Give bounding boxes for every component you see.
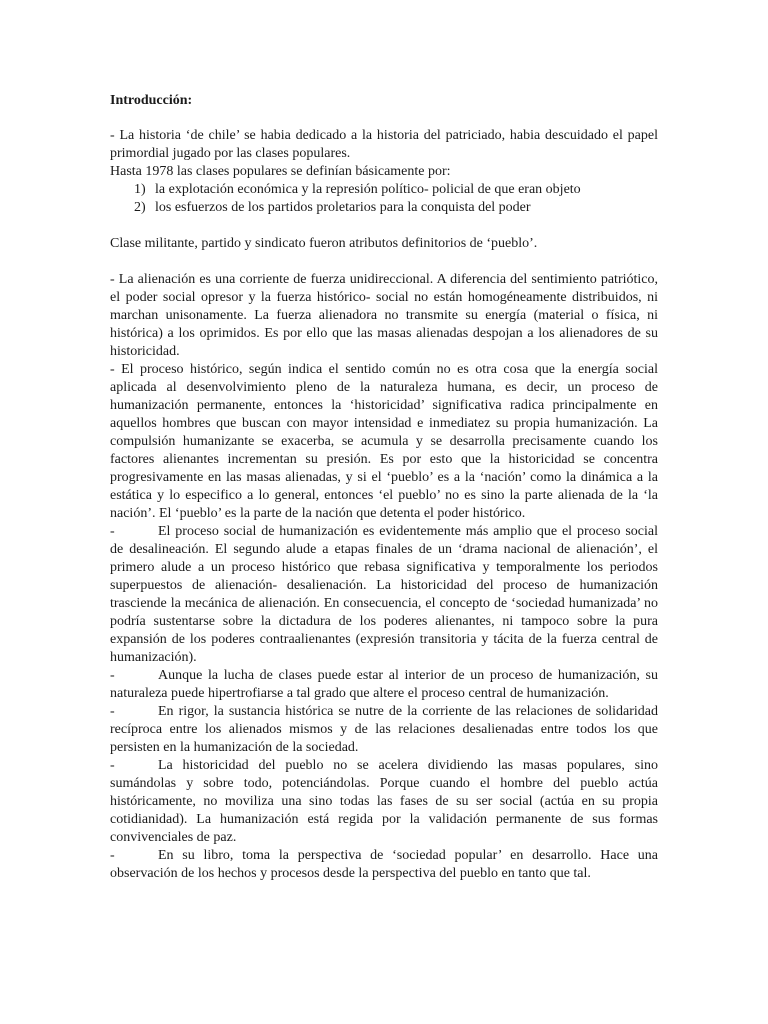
paragraph-text: En rigor, la sustancia histórica se nutre de la corriente de las relaciones de solidaridad recíproca entre los alienados mismos y de las relaciones desalienadas entre todos los que persisten en la humanización de la sociedad. bbox=[110, 704, 658, 755]
list-item bbox=[110, 199, 658, 217]
document-content bbox=[110, 92, 658, 883]
paragraph-text: En su libro, toma la perspectiva de ‘sociedad popular’ en desarrollo. Hace una observación de los hechos y procesos desde la perspectiva del pueblo en tanto que tal. bbox=[110, 848, 658, 881]
dash-marker: - bbox=[110, 668, 115, 683]
paragraph-text: El proceso social de humanización es evidentemente más amplio que el proceso social de desalineación. El segundo alude a etapas finales de un ‘drama nacional de alienación’, el primero alude a un proceso histórico que rebasa significativa y temporalmente los periodos superpuestos de alienación- desalienación. La historicidad del proceso de humanización trasciende la mecánica de alienación. En consecuencia, el concepto de ‘sociedad humanizada’ no podría sustentarse sobre la dictadura de los poderes alienantes, ni tampoco sobre la pura expansión de los poderes contraalienantes (expresión transitoria y tácita de la fuerza central de humanización). bbox=[110, 524, 658, 665]
list-item bbox=[110, 181, 658, 199]
list-number: 2) bbox=[134, 200, 146, 215]
list-number: 1) bbox=[134, 182, 146, 197]
paragraph-text: La historicidad del pueblo no se acelera dividiendo las masas populares, sino sumándolas y sobre todo, potenciándolas. Porque cuando el hombre del pueblo actúa históricamente, no moviliza una sino todas las fases de su ser social (actúa en su propia cotidianidad). La humanización está regida por la validación permanente de sus formas convivenciales de paz. bbox=[110, 758, 658, 845]
dash-marker: - bbox=[110, 758, 115, 773]
dash-paragraph bbox=[110, 703, 658, 757]
dash-paragraph bbox=[110, 847, 658, 883]
paragraph-text: Aunque la lucha de clases puede estar al interior de un proceso de humanización, su naturaleza puede hipertrofiarse a tal grado que altere el proceso central de humanización. bbox=[110, 668, 658, 701]
dash-marker: - bbox=[110, 524, 115, 539]
paragraph: - El proceso histórico, según indica el sentido común no es otra cosa que la energía social aplicada al desenvolvimiento pleno de la naturaleza humana, es decir, un proceso de humanización permanente, entonces la ‘historicidad’ significativa radica principalmente en aquellos hombres que buscan con mayor intensidad e inmediatez su propia humanización. La compulsión humanizante se exacerba, se acumula y se desarrolla precisamente cuando los factores alienantes incrementan su presión. Es por esto que la historicidad se concentra progresivamente en las masas alienadas, y si el ‘pueblo’ es a la ‘nación’ como la dinámica a la estática y lo especifico a lo general, entonces ‘el pueblo’ no es sino la parte alienada de la ‘la nación’. El ‘pueblo’ es la parte de la nación que detenta el poder histórico. bbox=[110, 362, 658, 521]
definition-list bbox=[110, 181, 658, 217]
dash-paragraph bbox=[110, 667, 658, 703]
spacer bbox=[110, 217, 658, 235]
intro-lead: Hasta 1978 las clases populares se definían básicamente por: bbox=[110, 164, 451, 179]
dash-paragraph bbox=[110, 523, 658, 667]
list-text: la explotación económica y la represión político- policial de que eran objeto bbox=[155, 182, 581, 197]
dash-paragraph bbox=[110, 757, 658, 847]
section-title: Introducción: bbox=[110, 93, 193, 108]
paragraph: Clase militante, partido y sindicato fueron atributos definitorios de ‘pueblo’. bbox=[110, 236, 538, 251]
list-text: los esfuerzos de los partidos proletarios para la conquista del poder bbox=[155, 200, 531, 215]
dash-marker: - bbox=[110, 848, 115, 863]
dash-marker: - bbox=[110, 704, 115, 719]
paragraph: - La alienación es una corriente de fuerza unidireccional. A diferencia del sentimiento patriótico, el poder social opresor y la fuerza histórico- social no están homogéneamente distribuidos, ni marchan unisonamente. La fuerza alienadora no transmite su energía (material o física, ni histórica) a los oprimidos. Es por ello que las masas alienadas despojan a los alienadores de su historicidad. bbox=[110, 272, 658, 359]
intro-paragraph: - La historia ‘de chile’ se habia dedicado a la historia del patriciado, habia descuidado el papel primordial jugado por las clases populares. bbox=[110, 128, 658, 161]
spacer bbox=[110, 253, 658, 271]
